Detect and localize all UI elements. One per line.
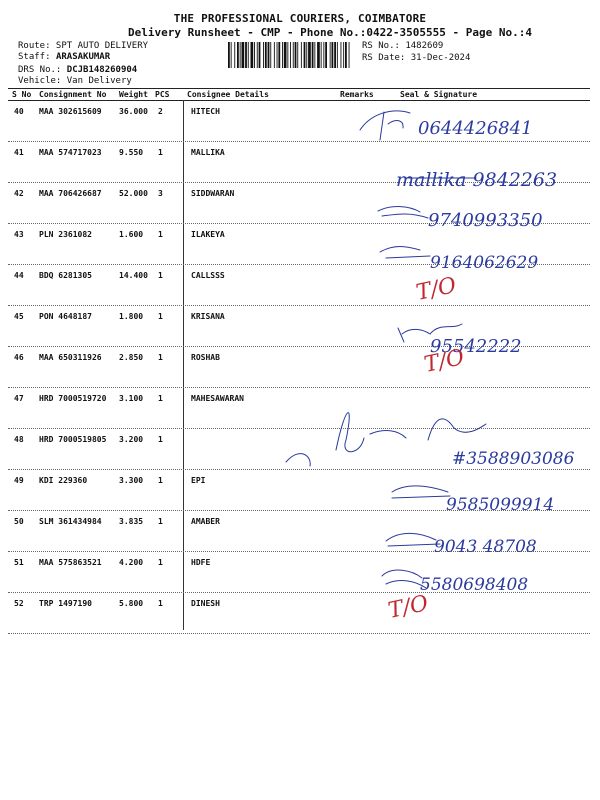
rs-number: RS No.: 1482609 (362, 41, 444, 51)
barcode-bar (317, 42, 320, 68)
row-consignee: ILAKEYA (191, 230, 225, 239)
barcode-bar (349, 42, 350, 68)
barcode-bar (304, 42, 306, 68)
barcode-bar (314, 42, 315, 68)
row-pcs: 1 (158, 435, 163, 444)
row-pcs: 1 (158, 476, 163, 485)
barcode-bar (274, 42, 275, 68)
signature-text-51: 5580698408 (420, 575, 529, 595)
row-consignment-no: MAA 650311926 (39, 353, 102, 362)
signature-text-49: 9585099914 (446, 495, 555, 515)
row-sno: 46 (14, 353, 24, 362)
row-sno: 43 (14, 230, 24, 239)
row-weight: 14.400 (119, 271, 148, 280)
row-weight: 4.200 (119, 558, 144, 567)
tl-mark-44: T/O (414, 273, 459, 306)
runsheet-title: Delivery Runsheet - CMP - Phone No.:0422-3505555 - Page No.:4 (128, 26, 532, 39)
row-pcs: 1 (158, 230, 163, 239)
row-weight: 1.600 (119, 230, 144, 239)
row-pcs: 1 (158, 312, 163, 321)
table-row (0, 346, 600, 387)
col-pcs: PCS (155, 90, 170, 99)
row-weight: 52.000 (119, 189, 148, 198)
row-separator (8, 633, 590, 634)
table-row (0, 387, 600, 428)
barcode-bar (263, 42, 264, 68)
barcode-bar (265, 42, 267, 68)
row-consignee: DINESH (191, 599, 220, 608)
signature-text-46: 95542222 (430, 336, 522, 357)
barcode-bar (321, 42, 322, 68)
row-pcs: 1 (158, 271, 163, 280)
barcode-bar (334, 42, 336, 68)
barcode-bar (308, 42, 311, 68)
row-consignment-no: PON 4648187 (39, 312, 92, 321)
barcode-bar (237, 42, 239, 68)
signature-text-43: 9164062629 (430, 253, 539, 273)
row-weight: 9.550 (119, 148, 144, 157)
barcode-bar (287, 42, 288, 68)
table-row (0, 469, 600, 510)
row-consignment-no: HRD 7000519805 (39, 435, 107, 444)
row-pcs: 3 (158, 189, 163, 198)
row-pcs: 2 (158, 107, 163, 116)
row-consignee: ROSHAB (191, 353, 220, 362)
col-weight: Weight (119, 90, 148, 99)
signature-text-50: 9043 48708 (434, 537, 537, 557)
barcode-bar (234, 42, 235, 68)
barcode-bar (301, 42, 302, 68)
row-consignment-no: MAA 574717023 (39, 148, 102, 157)
barcode-bar (341, 42, 342, 68)
row-consignee: HDFE (191, 558, 211, 567)
row-consignment-no: BDQ 6281305 (39, 271, 92, 280)
row-consignment-no: KDI 229360 (39, 476, 88, 485)
table-row (0, 100, 600, 141)
barcode-bar (268, 42, 270, 68)
row-weight: 3.100 (119, 394, 144, 403)
row-consignment-no: MAA 575863521 (39, 558, 102, 567)
table-row (0, 141, 600, 182)
row-sno: 44 (14, 271, 24, 280)
row-weight: 2.850 (119, 353, 144, 362)
row-sno: 41 (14, 148, 24, 157)
row-consignment-no: HRD 7000519720 (39, 394, 107, 403)
row-consignment-no: SLM 361434984 (39, 517, 102, 526)
row-consignee: SIDDWARAN (191, 189, 235, 198)
staff-label: Staff: (18, 52, 56, 62)
table-row (0, 551, 600, 592)
row-consignment-no: MAA 302615609 (39, 107, 102, 116)
row-weight: 3.300 (119, 476, 144, 485)
table-row (0, 182, 600, 223)
barcode-bar (306, 42, 307, 68)
row-sno: 45 (14, 312, 24, 321)
row-consignee: EPI (191, 476, 206, 485)
row-weight: 3.200 (119, 435, 144, 444)
barcode-bar (332, 42, 334, 68)
barcode-bar (257, 42, 258, 68)
table-row (0, 428, 600, 469)
row-pcs: 1 (158, 353, 163, 362)
col-seal-signature: Seal & Signature (400, 90, 478, 99)
barcode-bar (290, 42, 291, 68)
col-sno: S No (12, 90, 32, 99)
signature-text-41: mallika 9842263 (396, 169, 558, 191)
barcode-bar (254, 42, 255, 68)
row-sno: 51 (14, 558, 24, 567)
barcode-bar (312, 42, 314, 68)
row-consignee: MAHESAWARAN (191, 394, 244, 403)
row-consignee: AMABER (191, 517, 220, 526)
table-top-rule (8, 88, 590, 89)
barcode-bar (343, 42, 344, 68)
barcode-bar (282, 42, 283, 68)
barcode-bar (345, 42, 347, 68)
row-consignment-no: MAA 706426687 (39, 189, 102, 198)
col-remarks: Remarks (340, 90, 374, 99)
barcode-bar (251, 42, 254, 68)
vehicle-text: Vehicle: Van Delivery (18, 76, 132, 86)
barcode-bar (231, 42, 232, 68)
signature-text-42: 9740993350 (428, 210, 543, 231)
barcode-bar (284, 42, 287, 68)
barcode-bar (297, 42, 298, 68)
row-pcs: 1 (158, 148, 163, 157)
drs-line (18, 65, 137, 76)
barcode-bar (242, 42, 245, 68)
staff-line (18, 52, 110, 63)
barcode-image (228, 42, 350, 68)
row-weight: 5.800 (119, 599, 144, 608)
barcode-bar (270, 42, 271, 68)
tl-mark-46: T/O (422, 345, 467, 378)
barcode-bar (240, 42, 241, 68)
row-pcs: 1 (158, 558, 163, 567)
row-sno: 47 (14, 394, 24, 403)
barcode-bar (278, 42, 280, 68)
row-pcs: 1 (158, 599, 163, 608)
barcode-bar (323, 42, 324, 68)
row-sno: 50 (14, 517, 24, 526)
row-consignment-no: TRP 1497190 (39, 599, 92, 608)
row-sno: 42 (14, 189, 24, 198)
barcode-bar (259, 42, 261, 68)
row-consignment-no: PLN 2361082 (39, 230, 92, 239)
drs-number: DCJB148260904 (66, 65, 138, 75)
row-weight: 1.800 (119, 312, 144, 321)
table-row (0, 264, 600, 305)
row-pcs: 1 (158, 517, 163, 526)
signature-text-48: #3588903086 (452, 449, 575, 469)
row-pcs: 1 (158, 394, 163, 403)
table-row (0, 592, 600, 633)
barcode-bar (245, 42, 247, 68)
row-weight: 3.835 (119, 517, 144, 526)
table-row (0, 223, 600, 264)
row-weight: 36.000 (119, 107, 148, 116)
barcode-bar (325, 42, 327, 68)
barcode-bar (228, 42, 230, 68)
col-consignment: Consignment No (39, 90, 107, 99)
row-sno: 49 (14, 476, 24, 485)
table-row (0, 510, 600, 551)
tl-mark-51: T/O (386, 591, 431, 624)
barcode-bar (295, 42, 297, 68)
company-title: THE PROFESSIONAL COURIERS, COIMBATORE (173, 12, 427, 25)
table-row (0, 305, 600, 346)
drs-label: DRS No.: (18, 65, 67, 75)
route-text: Route: SPT AUTO DELIVERY (18, 41, 149, 51)
barcode-bar (337, 42, 338, 68)
barcode-bar (293, 42, 294, 68)
barcode-bar (330, 42, 331, 68)
rs-date: RS Date: 31-Dec-2024 (362, 53, 471, 63)
col-consignee: Consignee Details (187, 90, 269, 99)
row-consignee: MALLIKA (191, 148, 225, 157)
row-sno: 52 (14, 599, 24, 608)
row-sno: 40 (14, 107, 24, 116)
barcode-bar (277, 42, 278, 68)
signature-text-40: 0644426841 (418, 118, 533, 139)
row-sno: 48 (14, 435, 24, 444)
staff-name: ARASAKUMAR (55, 52, 111, 62)
row-consignee: KRISANA (191, 312, 225, 321)
row-consignee: HITECH (191, 107, 220, 116)
barcode-bar (248, 42, 249, 68)
row-consignee: CALLSSS (191, 271, 225, 280)
